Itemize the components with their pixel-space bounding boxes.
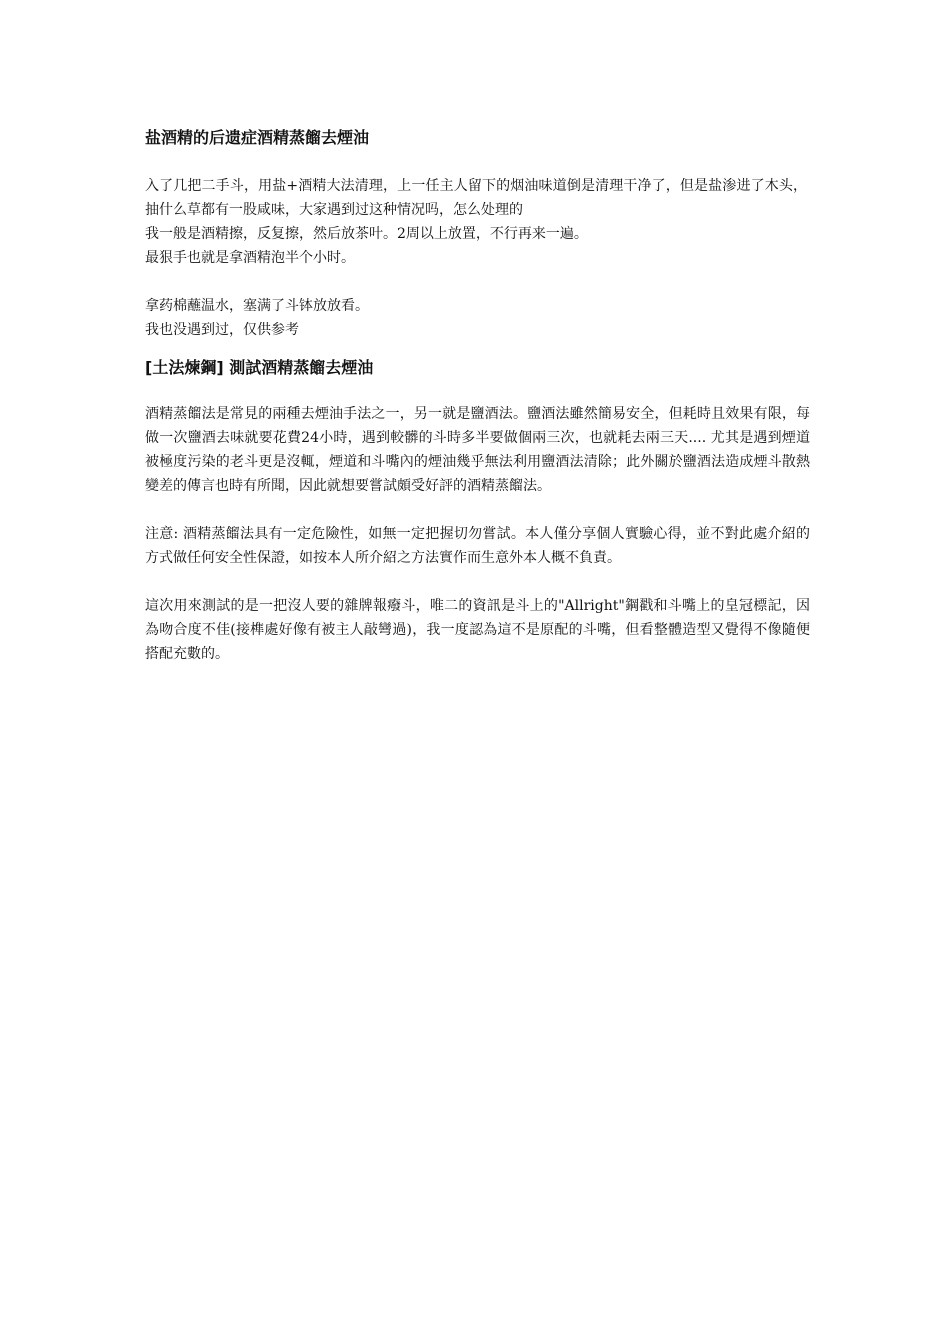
post1-reply-2: 最狠手也就是拿酒精泡半个小时。 [145, 250, 355, 266]
post1-question: 入了几把二手斗，用盐+酒精大法清理，上一任主人留下的烟油味道倒是清理干净了，但是盐渗进了木头，抽什么草都有一股咸味，大家遇到过这种情况吗，怎么处理的 [145, 178, 807, 218]
post1-reply-4: 我也没遇到过，仅供参考 [145, 322, 299, 338]
spacer [145, 342, 810, 356]
post2-paragraph-1: 酒精蒸餾法是常見的兩種去煙油手法之一，另一就是鹽酒法。鹽酒法雖然簡易安全，但耗時且效果有限，每做一次鹽酒去味就要花費24小時，遇到較髒的斗時多半要做個兩三次，也就耗去兩三天.... 尤其是遇到煙道被極度污染的老斗更是沒輒，煙道和斗嘴內的煙油幾乎無法利用鹽酒法清除；此外關於鹽酒法造成煙斗散熱變差的傳言也時有所聞，因此就想要嘗試頗受好評的酒精蒸餾法。 [145, 406, 810, 494]
spacer [145, 570, 810, 594]
spacer [145, 270, 810, 294]
post2-paragraph-2: 注意: 酒精蒸餾法具有一定危險性，如無一定把握切勿嘗試。本人僅分享個人實驗心得，並不對此處介紹的方式做任何安全性保證，如按本人所介紹之方法實作而生意外本人概不負責。 [145, 526, 810, 566]
spacer [145, 498, 810, 522]
post2-paragraph-3: 這次用來測試的是一把沒人要的雜牌報癈斗，唯二的資訊是斗上的"Allright"鋼戳和斗嘴上的皇冠標記，因為吻合度不佳(接榫處好像有被主人敲彎過)，我一度認為這不是原配的斗嘴，但看整體造型又覺得不像隨便搭配充數的。 [145, 598, 810, 662]
post2-title: [土法煉鋼] 測試酒精蒸餾去煙油 [145, 358, 374, 377]
post1-reply-1: 我一般是酒精擦，反复擦，然后放茶叶。2周以上放置，不行再来一遍。 [145, 226, 588, 242]
post1-reply-3: 拿药棉蘸温水，塞满了斗钵放放看。 [145, 298, 369, 314]
post1-title: 盐酒精的后遗症酒精蒸餾去煙油 [145, 128, 370, 147]
document-page [145, 126, 810, 666]
